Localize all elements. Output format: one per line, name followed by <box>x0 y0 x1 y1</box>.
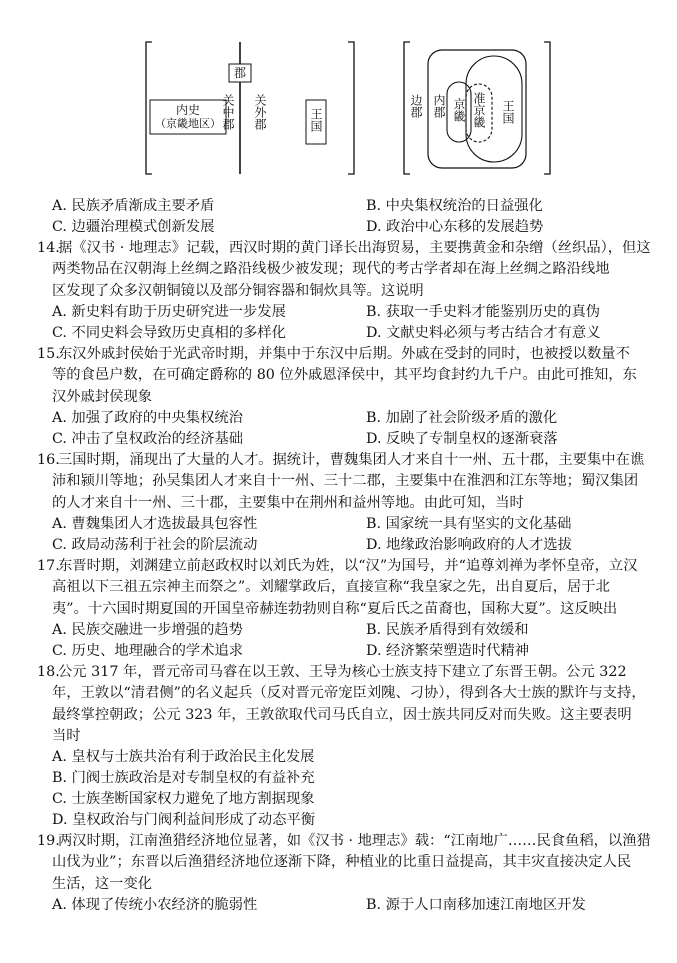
q14-option-c: C. 不同史料会导致历史真相的多样化 <box>52 325 286 341</box>
q18-option-d: D. 皇权政治与门阀利益间形成了动态平衡 <box>52 812 316 828</box>
diagram-inner-sublabel: （京畿地区） <box>155 117 221 130</box>
question-text-line: 据《汉书 · 地理志》记载，西汉时期的黄门译长出海贸易，主要携黄金和杂缯（丝织品），但这 <box>58 240 651 256</box>
question-16 <box>37 450 663 514</box>
diagram-guanzhong-label: 关中郡 <box>221 94 235 130</box>
question-text-line: 三国时期，涌现出了大量的人才。据统计，曹魏集团人才来自十一州、五十郡，主要集中在谯 <box>58 452 645 468</box>
diagram-jingji-label: 京畿 <box>452 98 466 122</box>
question-text-line: 等的食邑户数，在可确定爵称的 80 位外戚恩泽侯中，其平均食封约九千户。由此可推知，东 <box>52 367 637 384</box>
diagram-guanwai-label: 关外郡 <box>253 94 267 130</box>
diagram-wangguo-label: 王国 <box>309 108 323 132</box>
question-19 <box>37 831 663 895</box>
question-text-line: 两汉时期，江南渔猎经济地位显著，如《汉书 · 地理志》载：“江南地广……民食鱼稻，以渔猎 <box>58 833 651 849</box>
q15-option-b: B. 加剧了社会阶级矛盾的激化 <box>366 410 558 426</box>
question-text-line: 山伐为业”；东晋以后渔猎经济地位逐渐下降，种植业的比重日益提高，其丰灾直接决定人民 <box>52 854 632 871</box>
question-number: 14. <box>37 240 60 256</box>
question-text-line: 两类物品在汉朝海上丝绸之路沿线极少被发现；现代的考古学者却在海上丝绸之路沿线地 <box>52 261 610 278</box>
diagram-zhunjingji-label: 准京畿 <box>472 92 486 128</box>
q17-option-a: A. 民族交融进一步增强的趋势 <box>52 622 243 638</box>
q15-option-c: C. 冲击了皇权政治的经济基础 <box>52 431 244 447</box>
q19-option-b: B. 源于人口南移加速江南地区开发 <box>366 897 586 913</box>
diagram-jun-label: 郡 <box>233 66 246 80</box>
q14-option-b: B. 获取一手史料才能鉴别历史的真伪 <box>366 304 601 320</box>
q18-option-b: B. 门阀士族政治是对专制皇权的有益补充 <box>52 770 315 786</box>
q18-option-c: C. 士族垄断国家权力避免了地方割据现象 <box>52 791 315 807</box>
question-14 <box>37 238 663 302</box>
question-text-line: 汉外戚封侯现象 <box>52 388 153 405</box>
question-text-line: 的人才来自十一州、三十郡，主要集中在荆州和益州等地。由此可知，当时 <box>52 494 524 511</box>
q15-option-a: A. 加强了政府的中央集权统治 <box>52 410 243 426</box>
question-text-line: 东晋时期，刘渊建立前赵政权时以刘氏为姓，以“汉”为国号，并“追尊刘禅为孝怀皇帝，立汉 <box>58 558 638 574</box>
q18-option-a: A. 皇权与士族共治有利于政治民主化发展 <box>52 749 315 765</box>
question-number: 17. <box>37 558 60 574</box>
q13-option-a: A. 民族矛盾渐成主要矛盾 <box>52 198 215 214</box>
diagram-bianjun-label: 边郡 <box>409 94 423 118</box>
question-text-line: 年，王敦以“清君侧”的名义起兵（反对晋元帝宠臣刘隗、刁协），得到各大士族的默许与支持， <box>52 685 646 702</box>
diagram-inner-label: 内史 <box>175 103 200 117</box>
question-text-line: 生活，这一变化 <box>52 875 153 892</box>
question-17 <box>37 556 663 620</box>
q16-option-d: D. 地缘政治影响政府的人才选拔 <box>366 537 572 553</box>
question-15 <box>37 344 663 408</box>
q16-option-c: C. 政局动荡利于社会的阶层流动 <box>52 537 258 553</box>
q13-option-d: D. 政治中心东移的发展趋势 <box>366 219 544 235</box>
q16-option-b: B. 国家统一具有坚实的文化基础 <box>366 516 572 532</box>
diagram-wangguo-label: 王国 <box>501 100 515 124</box>
question-text-line: 当时 <box>52 727 81 744</box>
diagram-left <box>140 38 360 178</box>
question-text-line: 公元 317 年，晋元帝司马睿在以王敦、王导为核心士族支持下建立了东晋王朝。公元 322 <box>58 664 627 680</box>
q17-option-b: B. 民族矛盾得到有效缓和 <box>366 622 529 638</box>
question-number: 19. <box>37 833 60 849</box>
question-number: 16. <box>37 452 60 468</box>
q15-option-d: D. 反映了专制皇权的逐渐衰落 <box>366 431 558 447</box>
question-text-line: 沛和颍川等地；孙吴集团人才来自十一州、三十二郡，主要集中在淮泗和江东等地；蜀汉集团 <box>52 473 639 490</box>
q19-option-a: A. 体现了传统小农经济的脆弱性 <box>52 897 258 913</box>
q14-option-a: A. 新史料有助于历史研究进一步发展 <box>52 304 286 320</box>
question-text-line: 东汉外戚封侯始于光武帝时期，并集中于东汉中后期。外戚在受封的同时，也被授以数量不 <box>58 346 630 362</box>
q17-option-c: C. 历史、地理融合的学术追求 <box>52 643 244 659</box>
q14-option-d: D. 文献史料必须与考古结合才有意义 <box>366 325 601 341</box>
diagram-right <box>398 38 556 178</box>
diagram-neijun-label: 内郡 <box>432 94 446 118</box>
question-text-line: 高祖以下三祖五宗神主而祭之”。刘耀掌政后，直接宣称“我皇家之先，出自夏后，居于北 <box>52 579 610 596</box>
q16-option-a: A. 曹魏集团人才选拔最具包容性 <box>52 516 258 532</box>
question-18 <box>37 662 663 747</box>
question-text-line: 最终掌控朝政；公元 323 年，王敦欲取代司马氏自立，因士族共同反对而失败。这主要表明 <box>52 706 632 723</box>
q17-option-d: D. 经济繁荣塑造时代精神 <box>366 643 530 659</box>
question-number: 15. <box>37 346 60 362</box>
q13-option-b: B. 中央集权统治的日益强化 <box>366 198 543 214</box>
question-text-line: 夷”。十六国时期夏国的开国皇帝赫连勃勃则自称“夏后氏之苗裔也，国称大夏”。这反映出 <box>52 600 618 617</box>
q13-option-c: C. 边疆治理模式创新发展 <box>52 219 215 235</box>
question-text-line: 区发现了众多汉朝铜镜以及部分铜容器和铜炊具等。这说明 <box>52 282 424 299</box>
question-number: 18. <box>37 664 60 680</box>
